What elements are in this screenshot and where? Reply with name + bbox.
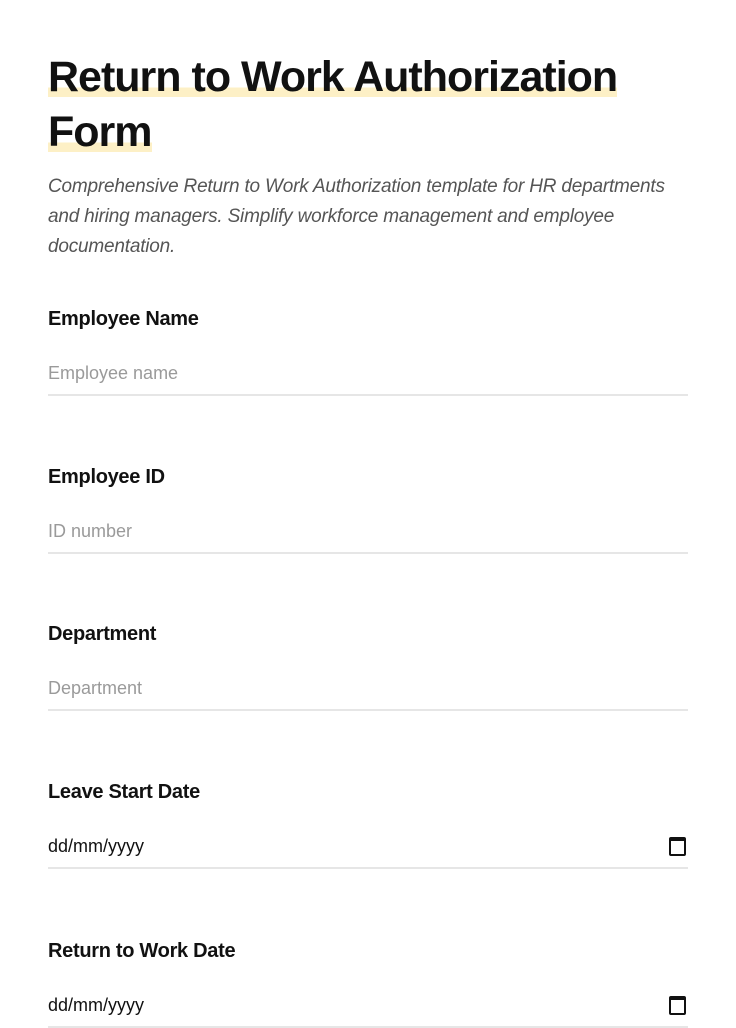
field-label: Department — [48, 623, 157, 645]
calendar-icon[interactable] — [669, 996, 686, 1015]
field-label: Return to Work Date — [48, 940, 236, 962]
title-line-1: Return to Work Authorization — [48, 53, 618, 101]
date-value: dd/mm/yyyy — [48, 994, 145, 1015]
employee-name-field — [48, 308, 688, 331]
calendar-icon[interactable] — [669, 837, 686, 856]
return-to-work-date-field — [48, 940, 688, 1015]
page-description: Comprehensive Return to Work Authorization template for HR departments and hiring managers. Simplify workforce management and employee documentation. — [48, 176, 665, 257]
form-container — [48, 50, 688, 262]
title-line-2: Form — [48, 108, 152, 156]
page-title — [48, 50, 688, 160]
leave-start-date-input[interactable] — [48, 825, 688, 869]
field-label: Employee ID — [48, 466, 165, 488]
employee-name-input[interactable] — [48, 352, 688, 396]
department-field — [48, 623, 688, 646]
employee-id-field — [48, 466, 688, 489]
date-value: dd/mm/yyyy — [48, 835, 145, 856]
department-input[interactable] — [48, 667, 688, 711]
employee-id-input[interactable] — [48, 510, 688, 554]
field-label: Employee Name — [48, 308, 199, 330]
return-to-work-date-input[interactable] — [48, 984, 688, 1028]
field-label: Leave Start Date — [48, 781, 200, 803]
leave-start-date-field — [48, 781, 688, 856]
